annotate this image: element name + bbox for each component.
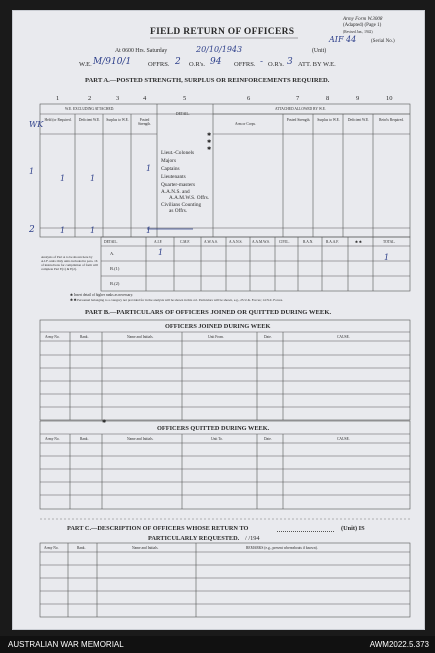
serial-number-label: (Serial No.) bbox=[371, 39, 395, 44]
offrs2-label: OFFRS. bbox=[234, 61, 256, 68]
analysis-col-raaf: R.A.A.F. bbox=[326, 240, 339, 244]
mark-col1-lieut: 1 bbox=[29, 167, 35, 176]
rank-captains: Captains bbox=[161, 166, 180, 173]
unit-label: (Unit) bbox=[312, 48, 327, 54]
rank-majors: Majors bbox=[161, 158, 177, 165]
rank-lieut-colonels: Lieut.-Colonels bbox=[161, 150, 195, 156]
quitted-col-army-no: Army No. bbox=[45, 437, 60, 441]
joined-col-cause: CAUSE. bbox=[337, 335, 350, 339]
form-id-line2: (Adapted) (Page 1) bbox=[343, 23, 382, 28]
col-num-9: 9 bbox=[356, 95, 360, 102]
ors-value: 94 bbox=[210, 57, 222, 67]
offrs2-value: - bbox=[260, 57, 264, 67]
joined-title: OFFICERS JOINED DURING WEEK bbox=[165, 323, 271, 330]
col-num-2: 2 bbox=[88, 95, 92, 102]
detail-header: DETAIL. bbox=[176, 112, 190, 116]
analysis-instructions: Analysis of Part A to be shown here by A.I.F. units Only units included in para. 16 of instructions for compilation of form will complete Part E(1) & E(2). bbox=[41, 255, 98, 271]
rank-lieutenants: Lieutenants bbox=[161, 174, 186, 181]
rank-asterisks: ✱ ✱ ✱ bbox=[207, 133, 212, 152]
analysis-aif-value: 1 bbox=[158, 248, 164, 257]
joined-col-name: Name and Initials. bbox=[127, 335, 154, 339]
part-a-heading: PART A.—POSTED STRENGTH, SURPLUS OR REINFORCEMENTS REQUIRED. bbox=[85, 77, 330, 84]
joined-col-rank: Rank. bbox=[80, 335, 89, 339]
analysis-row-a: A. bbox=[110, 251, 115, 256]
analysis-col-other: ✱ ✱ bbox=[355, 240, 362, 244]
footer-accession-number: AWM2022.5.373 bbox=[369, 640, 429, 649]
col-num-5: 5 bbox=[183, 95, 187, 102]
analysis-col-civil: CIVIL. bbox=[279, 240, 290, 244]
offrs-value: 2 bbox=[175, 57, 181, 67]
col-num-8: 8 bbox=[326, 95, 330, 102]
part-c-heading: PART C.—DESCRIPTION OF OFFICERS WHOSE RETURN TO bbox=[67, 525, 249, 532]
rank-aans: A.A.N.S. and bbox=[161, 189, 190, 196]
arm-corps-header: Arm or Corps. bbox=[235, 122, 256, 126]
col-num-6: 6 bbox=[247, 95, 251, 102]
col-num-4: 4 bbox=[143, 95, 147, 102]
part-c-col-remarks: REMARKS (e.g., present whereabouts if known). bbox=[246, 546, 318, 550]
serial-number-value: AIF 44 bbox=[329, 35, 357, 44]
year-suffix: 3 bbox=[237, 45, 243, 54]
deficient2-header: Deficient W.E. bbox=[347, 118, 370, 122]
rank-list bbox=[161, 149, 209, 215]
part-c-col-name: Name and Initials. bbox=[132, 546, 159, 550]
we-value: M/910/1 bbox=[93, 57, 132, 67]
part-b-heading: PART B.—PARTICULARS OF OFFICERS JOINED OR QUITTED DURING WEEK. bbox=[85, 309, 332, 316]
analysis-col-awas: A.W.A.S. bbox=[204, 240, 218, 244]
mark-col2-lieut: 1 bbox=[90, 174, 96, 183]
col-num-3: 3 bbox=[116, 95, 120, 102]
total-mark-2: 2 bbox=[29, 225, 35, 235]
mark-col4-captains: 1 bbox=[146, 164, 152, 173]
part-c-col-rank: Rank. bbox=[77, 546, 86, 550]
total-mark-col2: 1 bbox=[90, 226, 96, 235]
quitted-col-unit-to: Unit To. bbox=[211, 437, 223, 441]
col-num-10: 10 bbox=[386, 95, 393, 102]
archive-footer bbox=[0, 636, 435, 653]
part-c-requested: PARTICULARLY REQUESTED. bbox=[148, 535, 240, 542]
quitted-col-name: Name and Initials. bbox=[127, 437, 154, 441]
rank-aamws: A.A.M.W.S. Offrs. bbox=[169, 195, 210, 202]
we-label: W.E. bbox=[79, 61, 92, 68]
rank-as-offrs: as Offrs. bbox=[169, 208, 188, 215]
margin-mark-wk: WK bbox=[29, 120, 44, 129]
quitted-col-date: Date. bbox=[264, 437, 272, 441]
analysis-col-aans: A.A.N.S. bbox=[229, 240, 243, 244]
note-other-category: ✱ ✱ Personnel belonging to a category not provided for in the analysis will be shown in this col. Particulars will be shown, e.g., 2S U.K. Forces; 14 N.Z. Forces. bbox=[70, 298, 283, 302]
rank-quartermasters: Quarter-masters bbox=[161, 182, 196, 189]
col-num-1: 1 bbox=[56, 95, 60, 102]
total-mark-col4: 1 bbox=[146, 226, 152, 235]
analysis-row-b2: B.(2) bbox=[110, 281, 120, 286]
analysis-total-value: 1 bbox=[384, 253, 390, 262]
quitted-asterisk: ✱ bbox=[102, 420, 107, 425]
joined-col-unit-from: Unit From. bbox=[208, 335, 224, 339]
quitted-col-cause: CAUSE. bbox=[337, 437, 350, 441]
form-title: FIELD RETURN OF OFFICERS bbox=[150, 27, 295, 37]
quitted-col-rank: Rank. bbox=[80, 437, 89, 441]
ors2-label: O.R's. bbox=[268, 61, 284, 68]
attached-allowed-header: ATTACHED ALLOWED BY W.E. bbox=[275, 107, 326, 111]
mark-col1-lieut-b: 1 bbox=[60, 174, 66, 183]
part-c-date: / /194 bbox=[245, 535, 260, 542]
analysis-col-cmf: C.M.F. bbox=[180, 240, 190, 244]
analysis-col-aamws: A.A.M.W.S. bbox=[252, 240, 270, 244]
posted2-header: Posted Strength. bbox=[286, 118, 311, 122]
at-hours-label: At 0600 Hrs. Saturday bbox=[115, 48, 168, 54]
part-c-unit-line bbox=[277, 531, 334, 532]
analysis-col-ran: R.A.N. bbox=[303, 240, 314, 244]
col-num-7: 7 bbox=[296, 95, 300, 102]
joined-col-date: Date. bbox=[264, 335, 272, 339]
note-higher-ranks: ✱ Insert detail of higher ranks as necessary. bbox=[70, 293, 134, 297]
rank-civilians: Civilians Counting bbox=[161, 202, 202, 209]
ors2-value: 3 bbox=[287, 57, 293, 67]
surplus2-header: Surplus to W.E. bbox=[317, 118, 340, 122]
offrs-label: OFFRS. bbox=[148, 61, 170, 68]
reinforcements-header: Rein'ts Required. bbox=[379, 118, 404, 122]
form-id-line3: (Revised Jan., 1942) bbox=[343, 30, 373, 34]
form-id-line1: Army Form W.3008 bbox=[343, 17, 383, 22]
analysis-col-total: TOTAL. bbox=[383, 240, 396, 244]
surplus-header: Surplus to W.E. bbox=[106, 118, 129, 122]
footer-institution: AUSTRALIAN WAR MEMORIAL bbox=[8, 640, 124, 649]
date-value: 20/10/194 bbox=[196, 45, 238, 54]
quitted-title: OFFICERS QUITTED DURING WEEK. bbox=[157, 425, 270, 432]
deficient-header: Deficient W.E. bbox=[78, 118, 101, 122]
part-c-col-army-no: Army No. bbox=[44, 546, 59, 550]
excl-attached-header: W.E. EXCLUDING ATTACHED. bbox=[65, 107, 115, 111]
ors-label: O.R's. bbox=[189, 61, 205, 68]
joined-col-army-no: Army No. bbox=[45, 335, 60, 339]
analysis-col-detail: DETAIL. bbox=[104, 240, 118, 244]
analysis-row-b1: B.(1) bbox=[110, 266, 120, 271]
analysis-col-aif: A.I.F. bbox=[154, 240, 163, 244]
posted-header: Posted Strength. bbox=[137, 118, 152, 126]
held-header: Held (or Required. bbox=[44, 118, 72, 122]
att-by-we-label: ATT. BY W.E. bbox=[298, 61, 336, 68]
total-mark-col1: 1 bbox=[60, 226, 66, 235]
part-c-unit-label: (Unit) IS bbox=[341, 525, 365, 532]
